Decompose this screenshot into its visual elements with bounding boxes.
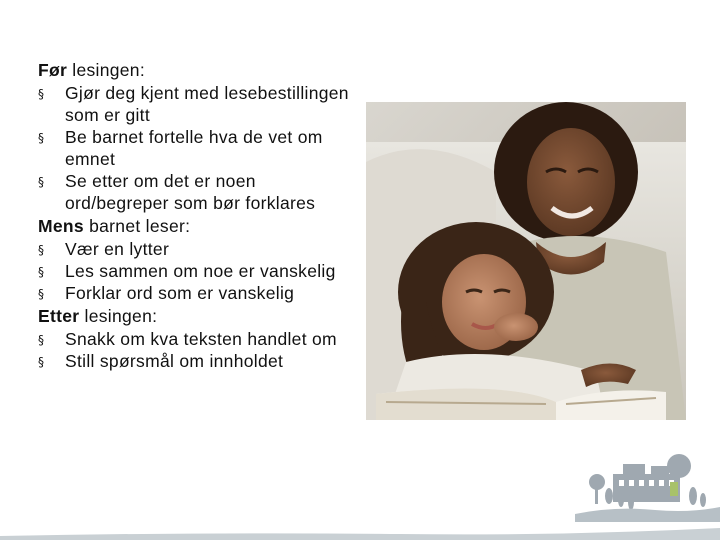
bullet-marker: § [38,333,45,347]
section-heading-before: Før lesingen: [38,60,146,80]
bullet-list-after [38,328,358,372]
bullet-marker: § [38,87,45,101]
bullet-item: § Be barnet fortelle hva de vet om emnet [38,127,323,169]
footer-silhouette [575,452,720,522]
bullet-marker: § [38,243,45,257]
bullet-item: § Les sammen om noe er vanskelig [38,260,358,282]
bullet-item: § Se etter om det er noen ord/begreper som bør forklares [38,171,316,213]
bullet-marker: § [38,175,45,189]
bullet-list-before [38,82,358,214]
section-heading-after: Etter lesingen: [38,306,158,326]
bullet-marker: § [38,355,45,369]
bullet-item: § Gjør deg kjent med lesebestillingen som er gitt [38,83,349,125]
footer-wave-shape [0,522,720,540]
bullet-marker: § [38,265,45,279]
bullet-item: § Snakk om kva teksten handlet om [38,328,358,350]
section-heading-during: Mens barnet leser: [38,216,191,236]
bullet-marker: § [38,287,45,301]
bullet-item: § Vær en lytter [38,238,358,260]
bullet-marker: § [38,131,45,145]
footer-illustration [575,452,720,522]
bullet-item: § Forklar ord som er vanskelig [38,282,358,304]
reading-guide-text [38,58,358,372]
photo-illustration [366,102,686,420]
bullet-item: § Still spørsmål om innholdet [38,350,358,372]
footer-wave [0,522,720,540]
photo-mother-daughter-reading [366,102,686,420]
bullet-list-during [38,238,358,304]
